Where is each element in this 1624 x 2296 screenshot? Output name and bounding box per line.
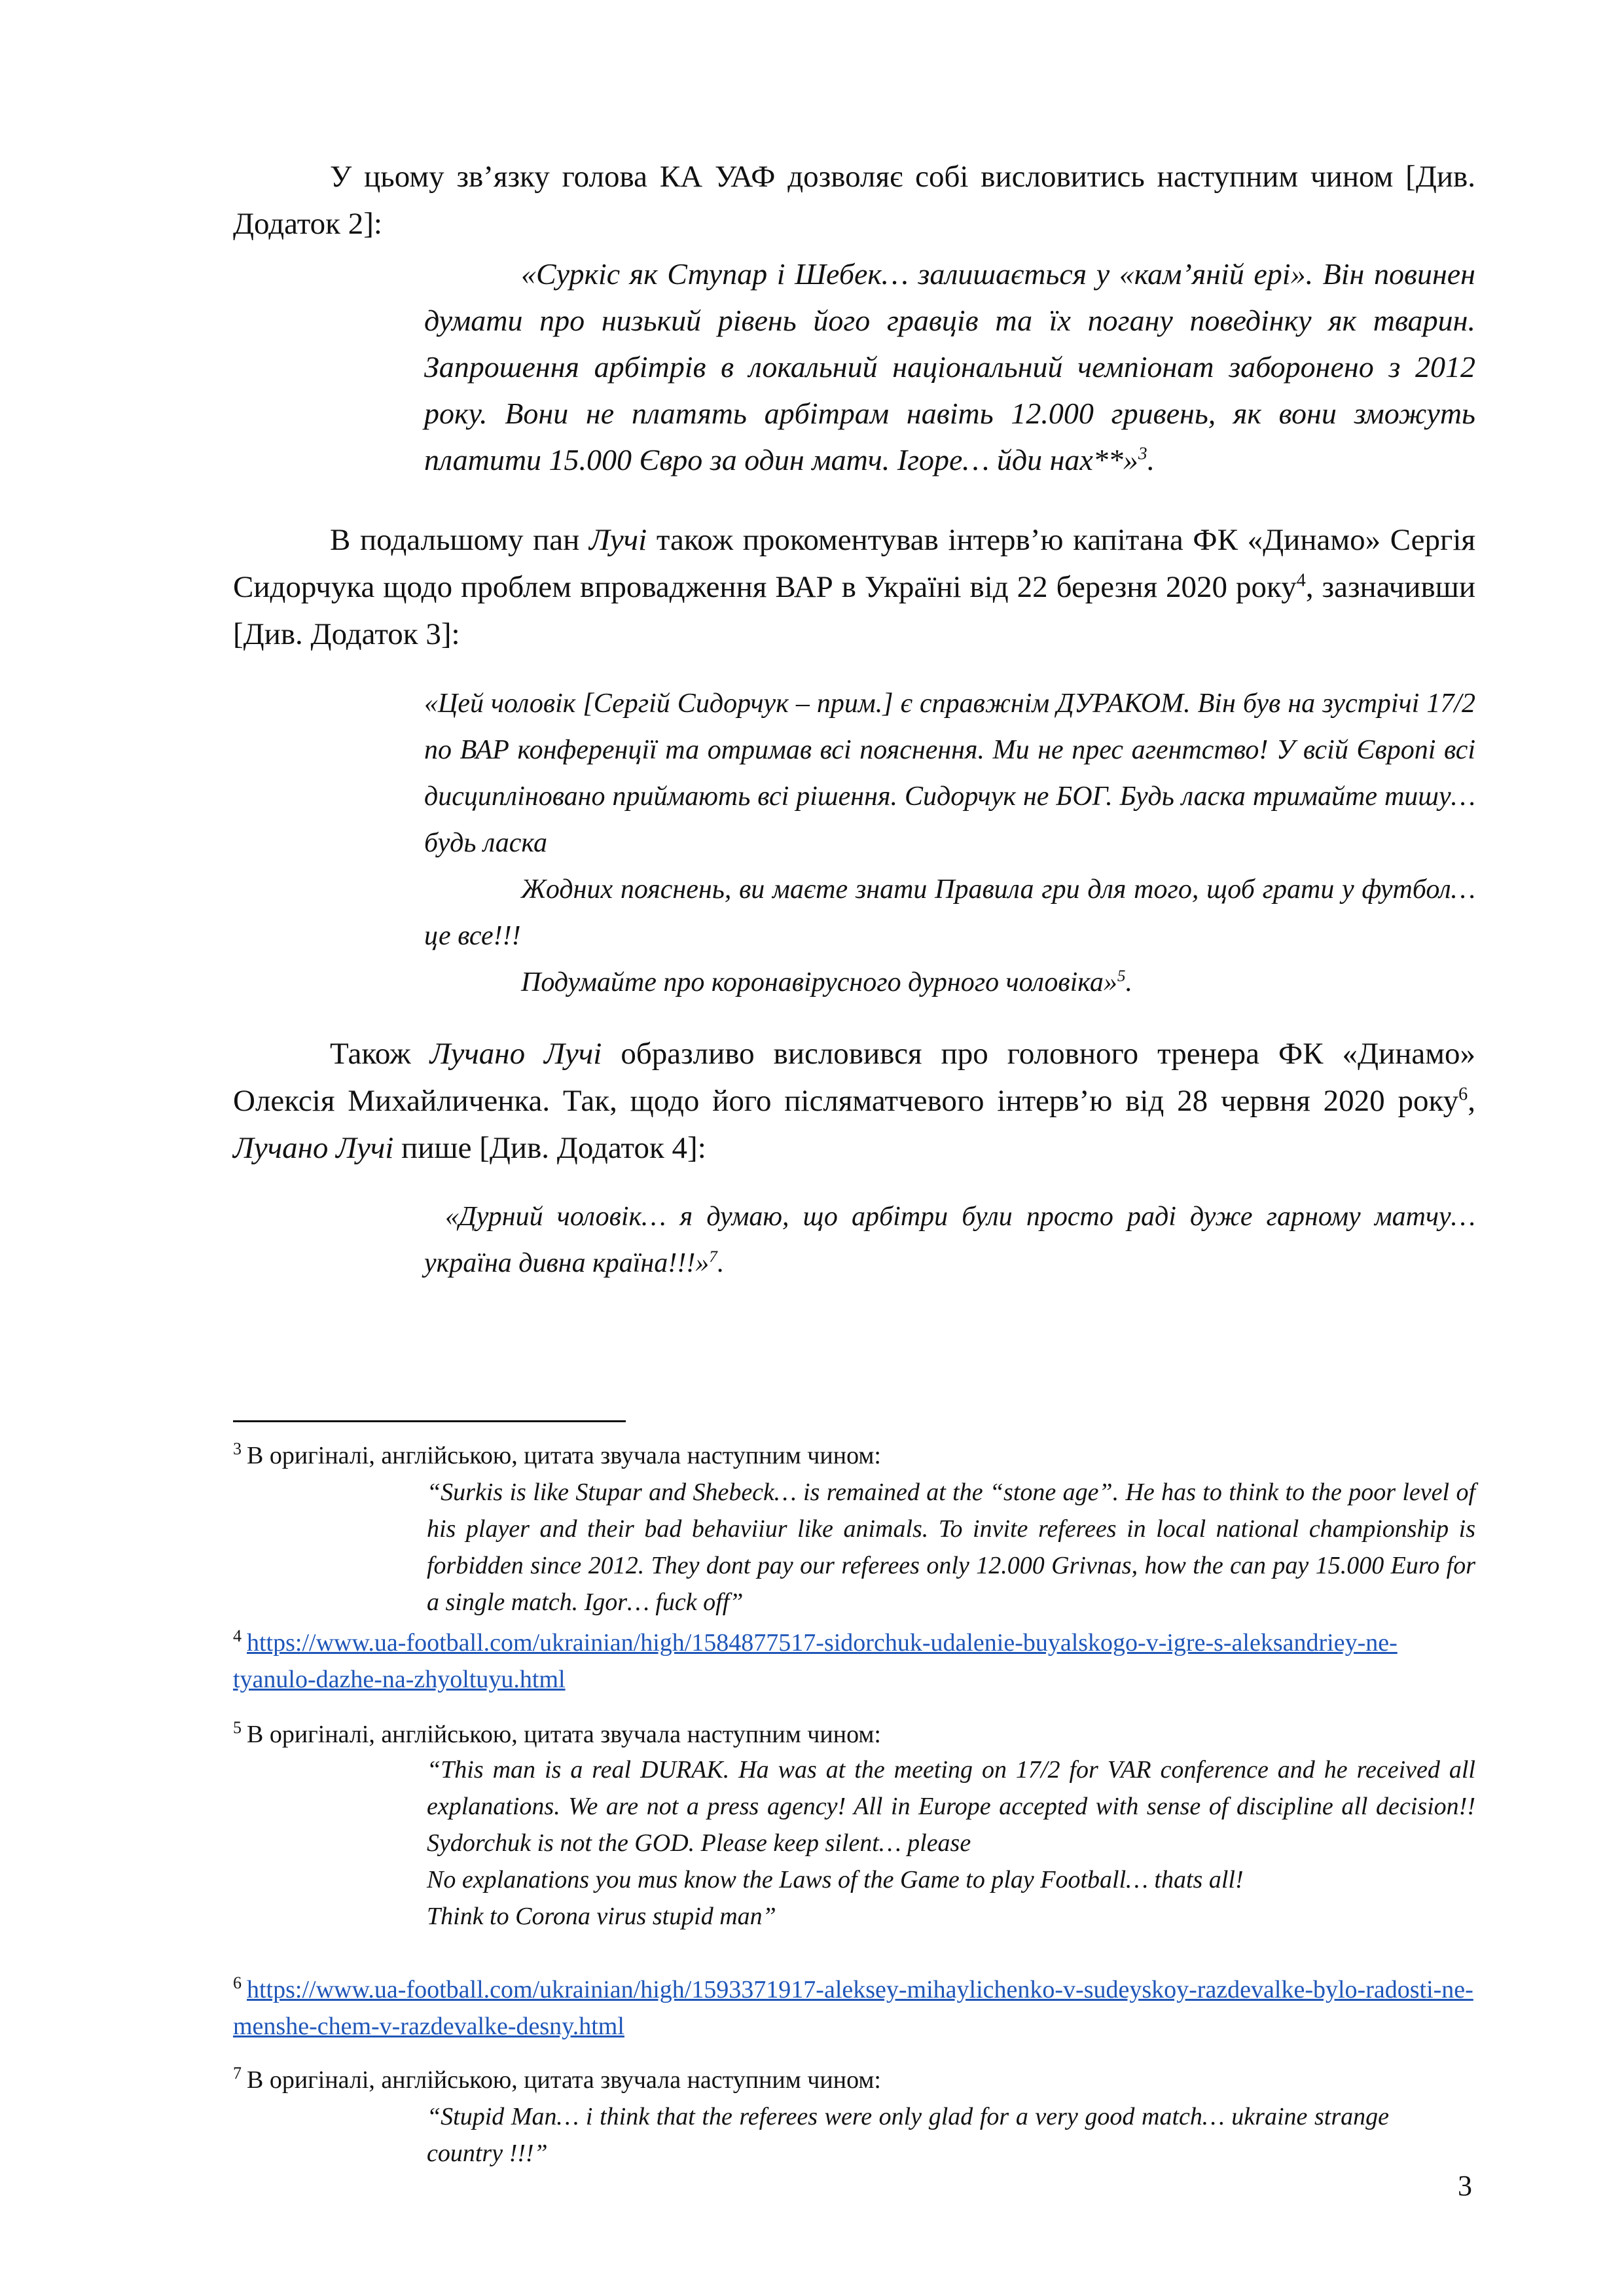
person-name: Лучано Лучі [233,1131,394,1165]
footnote-ref-6[interactable]: 6 [1458,1084,1468,1105]
paragraph-1 [233,153,1475,247]
page-number: 3 [1458,2170,1472,2202]
footnote-4-link[interactable]: https://www.ua-football.com/ukrainian/high/1584877517-sidorchuk-udalenie-buyalskogo-v-igre-s-aleksandriey-ne-tyanulo-dazhe-na-zhyoltuyu.html [233,1629,1398,1693]
footnote-separator [233,1420,626,1422]
paragraph-3: Також Лучано Лучі образливо висловився про головного тренера ФК «Динамо» Олексія Михайличенка. Так, щодо його післяматчевого інтерв’ю від 28 червня 2020 року$^6$, Лучано Лучі пише [Див. Додаток 4]: [233,1037,1475,1165]
quote-2-line-2: Жодних пояснень, ви маєте знати Правила гри для того, щоб грати у футбол… це все!!! [424,874,1475,951]
quote-3: «Дурний чоловік… я думаю, що арбітри були просто раді дуже гарному матчу… україна дивна країна!!!»$^7$. [424,1202,1475,1278]
footnote-ref-5[interactable]: 5 [1117,967,1126,985]
footnote-5-quote: “This man is a real DURAK. Ha was at the meeting on 17/2 for VAR conference and he received all explanations. We are not a press agency! All in Europe accepted with sense of discipline all decision!! Sydorchuk is not the GOD. Please keep silent… please No explanations you mus know the Laws of the Game to play Football… thats all! Think to Corona virus stupid man” [427,1756,1475,1930]
footnote-ref-7[interactable]: 7 [709,1248,717,1266]
paragraph-1-text: У цьому зв’язку голова КА УАФ дозволяє собі висловитись наступним чином [Див. Додаток 2]: [233,160,1475,241]
paragraph-2: В подальшому пан Лучі також прокоментував інтерв’ю капітана ФК «Динамо» Сергія Сидорчука щодо проблем впровадження ВАР в Україні від 22 березня 2020 року$^4$, зазначивши [Див. Додаток 3]: [233,523,1475,651]
quote-2-line-1: «Цей чоловік [Сергій Сидорчук – прим.] є справжнім ДУРАКОМ. Він був на зустрічі 17/2 по ВАР конференції та отримав всі пояснення. Ми не прес агентство! У всій Європі всі дисципліновано приймають всі рішення. Сидорчук не БОГ. Будь ласка тримайте тишу… будь ласка [424,689,1475,858]
footnote-7-quote: “Stupid Man… i think that the referees were only glad for a very good match… ukraine strange country !!!” [427,2103,1389,2167]
footnote-7: $^7$ В оригіналі, англійською, цитата звучала наступним чином: [233,2064,881,2094]
quote-3-text: «Дурний чоловік… я думаю, що арбітри були просто раді дуже гарному матчу… україна дивна країна!!!» [424,1202,1475,1278]
quote-1: «Суркіс як Ступар і Шебек… залишається у «кам’яній ері». Він повинен думати про низький рівень його гравців та їх погану поведінку як тварин. Запрошення арбітрів в локальний національний чемпіонат заборонено з 2012 року. Вони не платять арбітрам навіть 12.000 гривень, як вони зможуть платити 15.000 Євро за один матч. Ігоре… йди нах**»$^3$. [424,257,1475,476]
footnote-3-quote: “Surkis is like Stupar and Shebeck… is remained at the “stone age”. He has to think to the poor level of his player and their bad behaviiur like animals. To invite referees in local national championship is forbidden since 2012. They dont pay our referees only 12.000 Grivnas, how the can pay 15.000 Euro for a single match. Igor… fuck off” [427,1479,1475,1616]
footnote-5: $^5$ В оригіналі, англійською, цитата звучала наступним чином: [233,1718,881,1748]
quote-1-text: «Суркіс як Ступар і Шебек… залишається у «кам’яній ері». Він повинен думати про низький рівень його гравців та їх погану поведінку як тварин. Запрошення арбітрів в локальний національний чемпіонат заборонено з 2012 року. Вони не платять арбітрам навіть 12.000 гривень, як вони зможуть платити 15.000 Євро за один матч. Ігоре… йди нах**» [424,257,1475,476]
footnote-ref-3[interactable]: 3 [1138,442,1147,463]
quote-2-line-3: Подумайте про коронавірусного дурного чоловіка»$^5$. [521,967,1132,997]
footnote-4: $^4$ https://www.ua-football.com/ukrainian/high/1584877517-sidorchuk-udalenie-buyalskogo-v-igre-s-aleksandriey-ne-tyanulo-dazhe-na-zhyoltuyu.html [233,1626,1398,1693]
footnote-3: $^3$ В оригіналі, англійською, цитата звучала наступним чином: [233,1439,881,1469]
footnote-6-link[interactable]: https://www.ua-football.com/ukrainian/high/1593371917-aleksey-mihaylichenko-v-sudeyskoy-razdevalke-bylo-radosti-ne-menshe-chem-v-razdevalke-desny.html [233,1976,1473,2040]
person-name: Лучано Лучі [429,1037,602,1071]
quote-2 [424,681,1475,1006]
footnote-ref-4[interactable]: 4 [1296,570,1306,591]
footnote-6: $^6$ https://www.ua-football.com/ukrainian/high/1593371917-aleksey-mihaylichenko-v-sudeyskoy-razdevalke-bylo-radosti-ne-menshe-chem-v-razdevalke-desny.html [233,1973,1473,2040]
person-name: Лучі [588,523,647,557]
